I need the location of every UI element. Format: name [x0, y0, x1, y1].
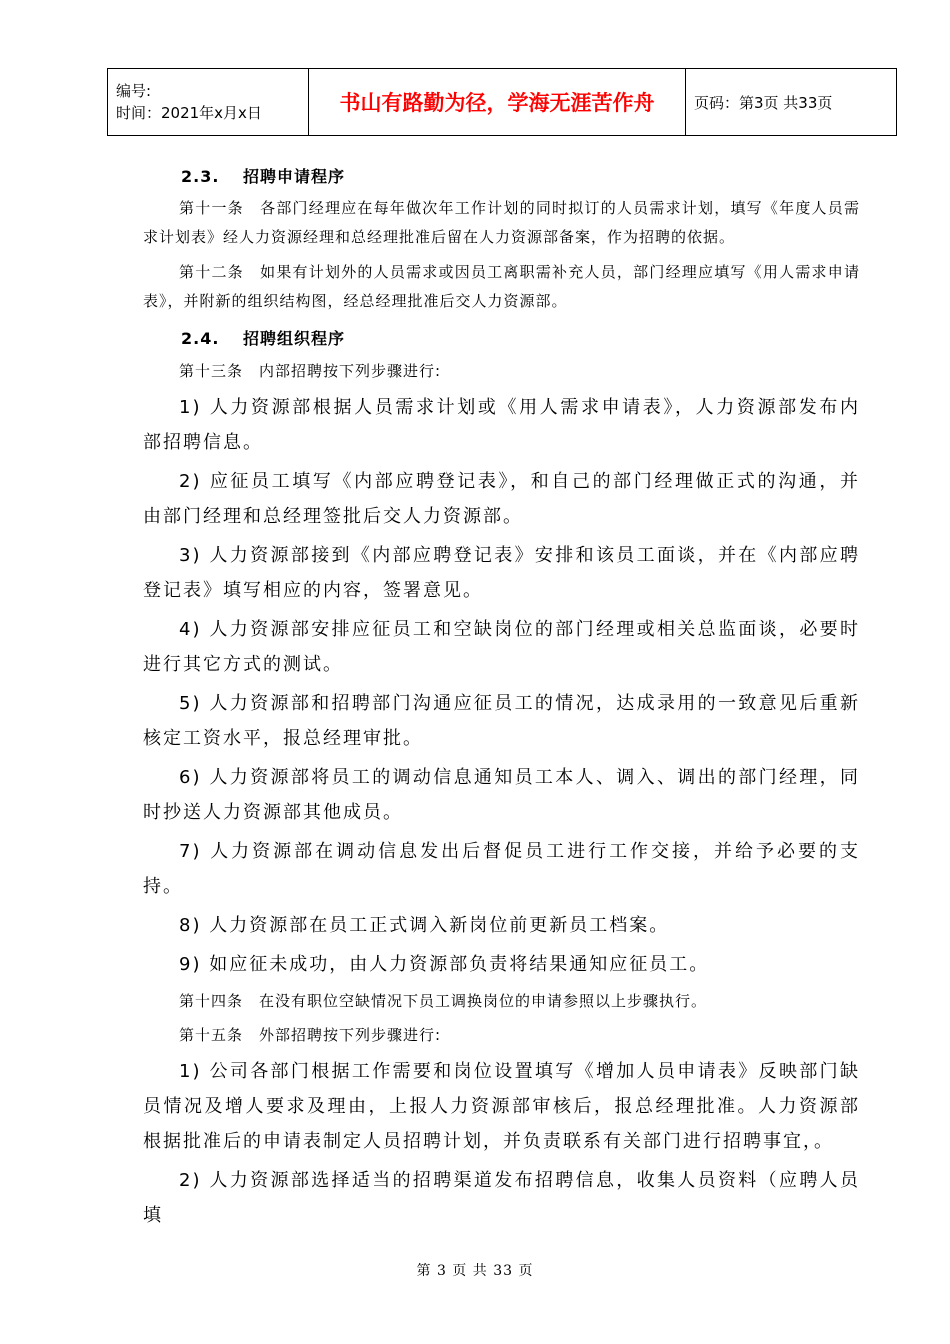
step-item: 9) 如应征未成功，由人力资源部负责将结果通知应征员工。	[179, 954, 710, 975]
step-item: 2) 人力资源部选择适当的招聘渠道发布招聘信息，收集人员资料（应聘人员填	[143, 1170, 860, 1226]
article-paragraph: 第十五条 外部招聘按下列步骤进行:	[179, 1026, 442, 1044]
step-item: 4) 人力资源部安排应征员工和空缺岗位的部门经理或相关总监面谈，必要时进行其它方式的测试。	[143, 619, 860, 675]
document-body	[143, 160, 860, 1237]
step-item: 1) 人力资源部根据人员需求计划或《用人需求申请表》，人力资源部发布内部招聘信息。	[143, 397, 860, 453]
step-item: 1) 公司各部门根据工作需要和岗位设置填写《增加人员申请表》反映部门缺员情况及增人要求及理由，上报人力资源部审核后，报总经理批准。人力资源部根据批准后的申请表制定人员招聘计划，并负责联系有关部门进行招聘事宜，。	[143, 1061, 860, 1152]
section-heading	[143, 322, 860, 356]
article-paragraph: 第十一条 各部门经理应在每年做次年工作计划的同时拟订的人员需求计划，填写《年度人员需求计划表》经人力资源经理和总经理批准后留在人力资源部备案，作为招聘的依据。	[143, 199, 860, 246]
section-heading	[143, 160, 860, 194]
article-paragraph: 第十三条 内部招聘按下列步骤进行:	[179, 362, 442, 380]
section-number: 2.4.	[181, 329, 220, 348]
header-page-label: 页码：第3页 共33页	[686, 69, 897, 136]
header-motto: 书山有路勤为径，学海无涯苦作舟	[309, 69, 686, 136]
document-time-label: 时间：2021年x月x日	[116, 104, 262, 122]
document-header	[107, 68, 897, 136]
step-item: 3) 人力资源部接到《内部应聘登记表》安排和该员工面谈，并在《内部应聘登记表》填写相应的内容，签署意见。	[143, 545, 860, 601]
page-footer: 第 3 页 共 33 页	[416, 1263, 534, 1279]
step-item: 6) 人力资源部将员工的调动信息通知员工本人、调入、调出的部门经理，同时抄送人力资源部其他成员。	[143, 767, 860, 823]
section-title: 招聘组织程序	[243, 329, 346, 348]
article-paragraph: 第十二条 如果有计划外的人员需求或因员工离职需补充人员，部门经理应填写《用人需求申请表》，并附新的组织结构图，经总经理批准后交人力资源部。	[143, 263, 860, 310]
header-meta-cell	[108, 69, 309, 136]
document-number-label: 编号:	[116, 82, 152, 100]
step-item: 2) 应征员工填写《内部应聘登记表》，和自己的部门经理做正式的沟通，并由部门经理和总经理签批后交人力资源部。	[143, 471, 860, 527]
section-title: 招聘申请程序	[243, 167, 346, 186]
section-number: 2.3.	[181, 167, 220, 186]
article-paragraph: 第十四条 在没有职位空缺情况下员工调换岗位的申请参照以上步骤执行。	[179, 992, 708, 1010]
step-item: 5) 人力资源部和招聘部门沟通应征员工的情况，达成录用的一致意见后重新核定工资水平，报总经理审批。	[143, 693, 860, 749]
step-item: 7) 人力资源部在调动信息发出后督促员工进行工作交接，并给予必要的支持。	[143, 841, 860, 897]
step-item: 8) 人力资源部在员工正式调入新岗位前更新员工档案。	[179, 915, 670, 936]
